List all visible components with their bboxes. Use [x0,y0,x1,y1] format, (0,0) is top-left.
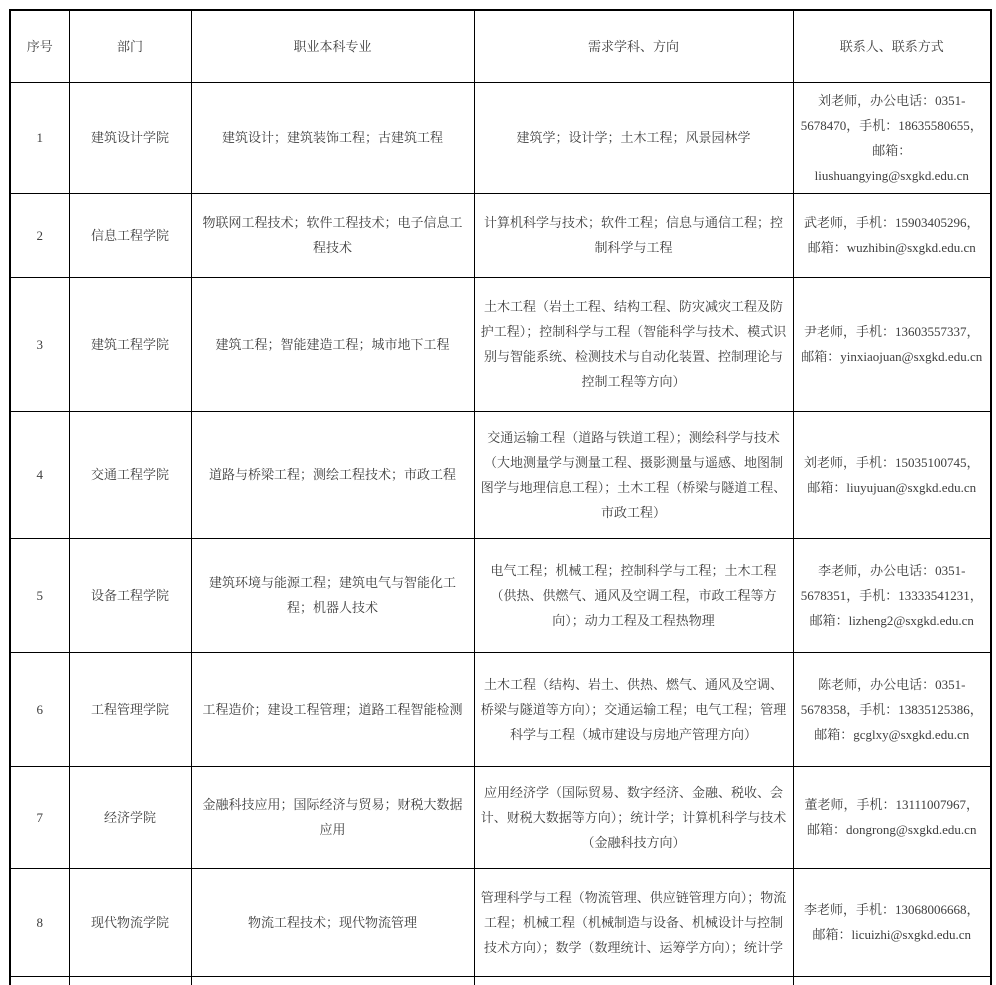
cell-no: 1 [10,82,69,193]
cell-no: 2 [10,193,69,277]
cell-majors: 物联网工程技术；软件工程技术；电子信息工程技术 [191,193,474,277]
table-row [10,277,991,411]
cell-disciplines: 管理科学与工程（物流管理、供应链管理方向）；物流工程；机械工程（机械制造与设备、机械设计与控制技术方向）；数学（数理统计、运筹学方向）；统计学 [474,868,793,976]
cell-disciplines: 土木工程（岩土工程、结构工程、防灾减灾工程及防护工程）；控制科学与工程（智能科学与技术、模式识别与智能系统、检测技术与自动化装置、控制理论与控制工程等方向） [474,277,793,411]
cell-contact: 李老师，办公电话：0351-5678351，手机：13333541231，邮箱：lizheng2@sxgkd.edu.cn [793,538,991,652]
table-row [10,411,991,538]
cell-dept [69,976,191,985]
table-body [10,82,991,985]
cell-disciplines: 电气工程；机械工程；控制科学与工程；土木工程（供热、供燃气、通风及空调工程，市政工程等方向）；动力工程及工程热物理 [474,538,793,652]
header-cell-dept: 部门 [69,10,191,82]
cell-no [10,976,69,985]
cell-majors [191,976,474,985]
table-row [10,538,991,652]
cell-no: 5 [10,538,69,652]
table-row [10,652,991,766]
cell-disciplines: 土木工程（结构、岩土、供热、燃气、通风及空调、桥梁与隧道等方向）；交通运输工程；电气工程；管理科学与工程（城市建设与房地产管理方向） [474,652,793,766]
cell-disciplines: 交通运输工程（道路与铁道工程）；测绘科学与技术（大地测量学与测量工程、摄影测量与遥感、地图制图学与地理信息工程）；土木工程（桥梁与隧道工程、市政工程） [474,411,793,538]
cell-no: 6 [10,652,69,766]
table-header [10,10,991,82]
cell-majors: 建筑工程；智能建造工程；城市地下工程 [191,277,474,411]
header-row [10,10,991,82]
cell-contact: 李老师，手机：13068006668，邮箱：licuizhi@sxgkd.edu.cn [793,868,991,976]
cell-dept: 建筑设计学院 [69,82,191,193]
cell-dept: 工程管理学院 [69,652,191,766]
cell-majors: 建筑设计；建筑装饰工程；古建筑工程 [191,82,474,193]
cell-majors: 工程造价；建设工程管理；道路工程智能检测 [191,652,474,766]
cell-contact: 尹老师，手机：13603557337，邮箱：yinxiaojuan@sxgkd.edu.cn [793,277,991,411]
cell-disciplines: 建筑学；设计学；土木工程；风景园林学 [474,82,793,193]
cell-contact: 陈老师，办公电话：0351-5678358，手机：13835125386，邮箱：gcglxy@sxgkd.edu.cn [793,652,991,766]
cell-contact [793,976,991,985]
header-cell-no: 序号 [10,10,69,82]
header-cell-disciplines: 需求学科、方向 [474,10,793,82]
cell-dept: 建筑工程学院 [69,277,191,411]
header-cell-majors: 职业本科专业 [191,10,474,82]
cell-contact: 武老师，手机：15903405296，邮箱：wuzhibin@sxgkd.edu.cn [793,193,991,277]
cell-dept: 设备工程学院 [69,538,191,652]
cell-no: 8 [10,868,69,976]
header-cell-contact: 联系人、联系方式 [793,10,991,82]
cell-disciplines: 应用经济学（国际贸易、数字经济、金融、税收、会计、财税大数据等方向）；统计学；计算机科学与技术（金融科技方向） [474,766,793,868]
cell-no: 3 [10,277,69,411]
cell-majors: 道路与桥梁工程；测绘工程技术；市政工程 [191,411,474,538]
cell-dept: 现代物流学院 [69,868,191,976]
cell-disciplines [474,976,793,985]
cell-majors: 建筑环境与能源工程；建筑电气与智能化工程；机器人技术 [191,538,474,652]
cell-no: 4 [10,411,69,538]
cell-no: 7 [10,766,69,868]
cell-majors: 物流工程技术；现代物流管理 [191,868,474,976]
table-row [10,868,991,976]
cell-contact: 刘老师，手机：15035100745，邮箱：liuyujuan@sxgkd.edu.cn [793,411,991,538]
recruitment-table [9,9,992,985]
cell-contact: 刘老师，办公电话：0351-5678470，手机：18635580655，邮箱：liushuangying@sxgkd.edu.cn [793,82,991,193]
cell-disciplines: 计算机科学与技术；软件工程；信息与通信工程；控制科学与工程 [474,193,793,277]
cell-dept: 交通工程学院 [69,411,191,538]
table-row [10,766,991,868]
table-row [10,193,991,277]
cell-dept: 信息工程学院 [69,193,191,277]
table-row [10,82,991,193]
cell-dept: 经济学院 [69,766,191,868]
table-row-partial [10,976,991,985]
cell-majors: 金融科技应用；国际经济与贸易；财税大数据应用 [191,766,474,868]
cell-contact: 董老师，手机：13111007967，邮箱：dongrong@sxgkd.edu.cn [793,766,991,868]
